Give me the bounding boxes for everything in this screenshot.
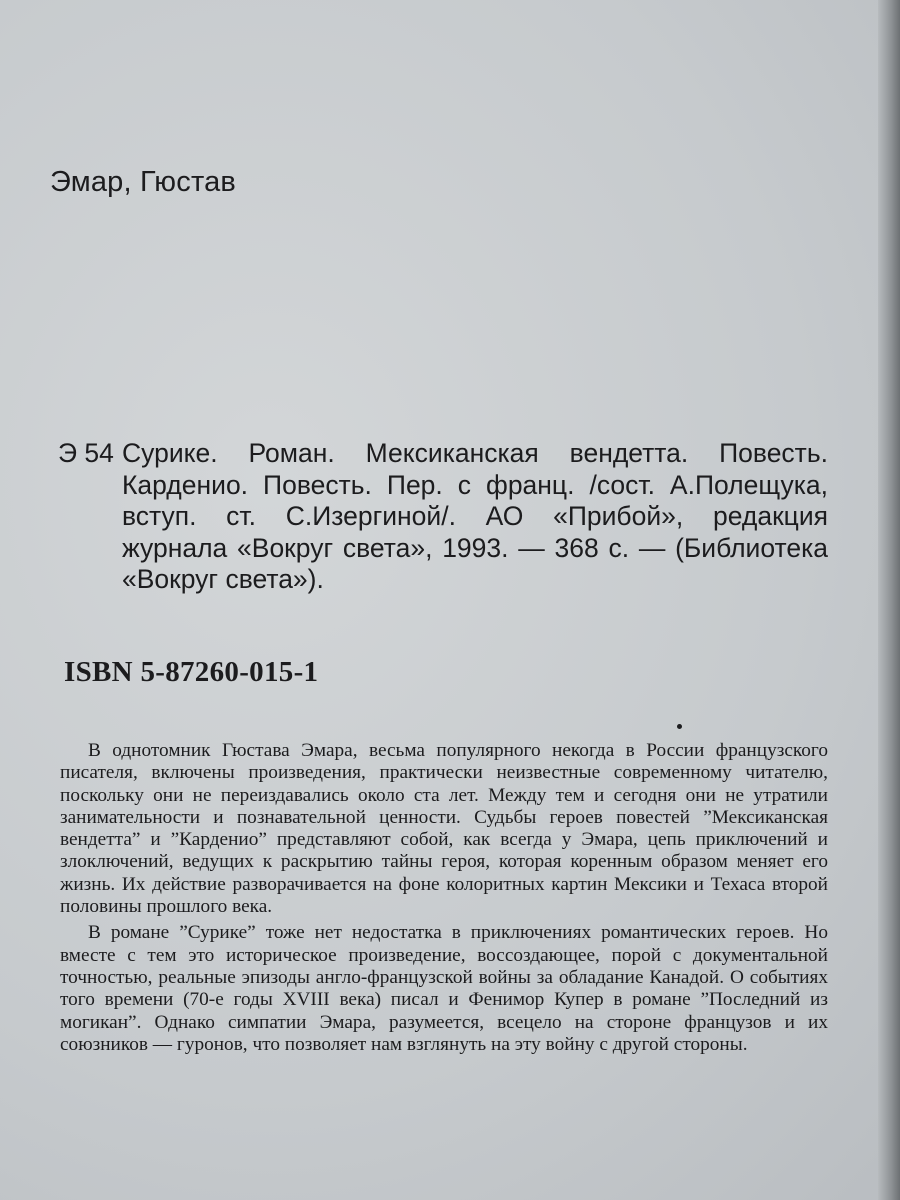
library-classification-code: Э 54 — [58, 438, 114, 468]
author-heading: Эмар, Гюстав — [50, 166, 237, 198]
bibliographic-description: Сурике. Роман. Мексиканская вендетта. Повесть. Карденио. Повесть. Пер. с франц. /сост. А.Полещука, вступ. ст. С.Изергиной/. АО «Прибой», редакция журнала «Вокруг света», 1993. — 368 с. — (Библиотека «Вокруг света»). — [122, 438, 828, 594]
print-speck — [677, 724, 682, 729]
page-edge-shadow — [878, 0, 900, 1200]
annotation-text — [60, 740, 828, 1056]
annotation-paragraph: В романе ”Сурике” тоже нет недостатка в приключениях романтических героев. Но вместе с тем это историческое произведение, воссоздающее, порой с документальной точностью, реальные эпизоды англо-французской войны за обладание Канадой. О событиях того времени (70-е годы XVIII века) писал и Фенимор Купер в романе ”Последний из могикан”. Однако симпатии Эмара, разумеется, всецело на стороне французов и их союзников — гуронов, что позволяет нам взглянуть на эту войну с другой стороны. — [60, 922, 828, 1055]
annotation-paragraph: В однотомник Гюстава Эмара, весьма популярного некогда в России французского писателя, включены произведения, практически неизвестные современному читателю, поскольку они не переиздавались около ста лет. Между тем и сегодня они не утратили занимательности и познавательной ценности. Судьбы героев повестей ”Мексиканская вендетта” и ”Карденио” представляют собой, как всегда у Эмара, цепь приключений и злоключений, ведущих к раскрытию тайны героя, которая коренным образом меняет его жизнь. Их действие разворачивается на фоне колоритных картин Мексики и Техаса второй половины прошлого века. — [60, 740, 828, 918]
isbn-number: ISBN 5-87260-015-1 — [64, 656, 319, 688]
catalog-entry — [58, 438, 828, 596]
